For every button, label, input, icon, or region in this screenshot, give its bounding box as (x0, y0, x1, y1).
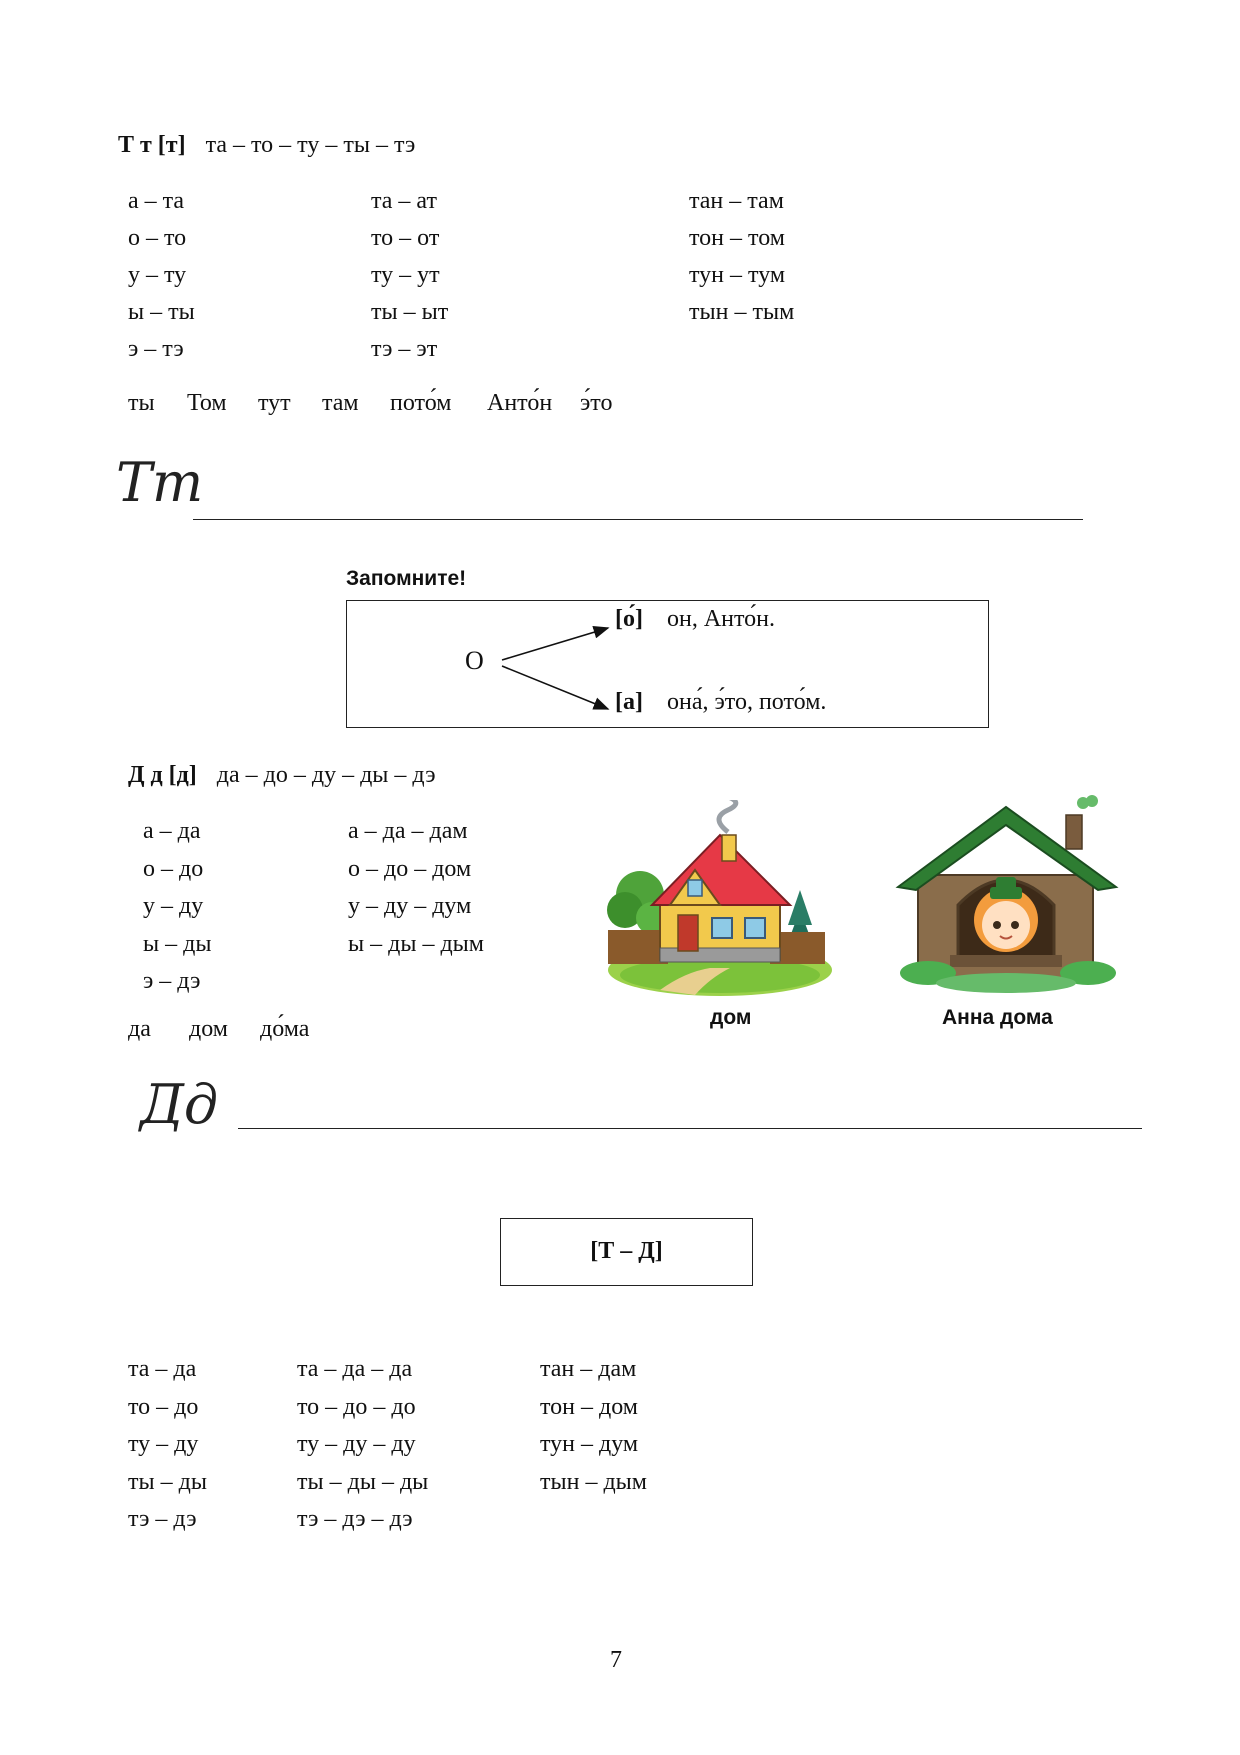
list-item: то – до – до (297, 1393, 416, 1420)
section-d-header (128, 763, 436, 787)
list-item: а – та (128, 188, 185, 214)
arrow-up (502, 628, 608, 660)
section-d-syllables: да – до – ду – ды – дэ (216, 762, 436, 788)
list-item: тан – там (689, 188, 784, 214)
list-item: то – от (371, 225, 440, 251)
word: пото́м (390, 390, 452, 416)
list-item: у – ту (128, 262, 187, 288)
word: Том (187, 390, 227, 416)
list-item: о – то (128, 225, 187, 251)
contrast-title: [Т – Д] (590, 1238, 663, 1264)
arrow-down (502, 666, 608, 709)
word: Анто́н (487, 390, 553, 416)
word: да (128, 1016, 151, 1042)
word: дом (189, 1016, 228, 1042)
section-t-col3 (689, 189, 794, 337)
stressed-examples: он, Анто́н. (666, 606, 776, 632)
list-item: ту – ду (128, 1431, 199, 1457)
list-item: а – да – дам (348, 818, 468, 844)
list-item: ты – ды (128, 1468, 207, 1495)
list-item: у – ду – дум (348, 893, 472, 919)
word: тут (258, 390, 291, 416)
section-d-letters: Д д [д] (128, 762, 197, 788)
list-item: у – ду (143, 893, 204, 919)
caption-anna: Анна дома (942, 1006, 1053, 1029)
list-item: ту – ут (371, 262, 440, 288)
section-t-letters: Т т [т] (118, 132, 186, 158)
list-item: ы – ды – дым (348, 930, 484, 957)
section-t-col1 (128, 189, 195, 374)
list-item: тэ – дэ – дэ (297, 1506, 413, 1532)
section-t-syllables: та – то – ту – ты – тэ (205, 132, 416, 158)
contrast-col1 (128, 1357, 207, 1545)
list-item: то – до (128, 1393, 199, 1420)
unstressed-examples: она́, э́то, пото́м. (666, 689, 827, 715)
list-item: тун – тум (689, 262, 786, 288)
list-item: тэ – эт (371, 336, 438, 362)
list-item: о – до – дом (348, 855, 472, 882)
list-item: ы – ды (143, 930, 212, 957)
script-sample-t: Тт (116, 451, 204, 514)
list-item: тон – дом (540, 1393, 638, 1420)
contrast-title-box (500, 1218, 753, 1286)
word: э́то (580, 390, 613, 416)
writing-line-t[interactable] (193, 519, 1083, 520)
arrow-diagram (490, 620, 620, 720)
list-item: э – дэ (143, 968, 201, 994)
contrast-col3 (540, 1357, 647, 1507)
list-item: ы – ты (128, 299, 195, 325)
list-item: тун – дум (540, 1431, 639, 1457)
section-d-col1 (143, 819, 211, 1007)
anna-illustration (888, 795, 1128, 1000)
list-item: та – ат (371, 188, 437, 214)
section-t-header (118, 133, 415, 157)
remember-unstressed-row (615, 690, 826, 714)
list-item: тэ – дэ (128, 1506, 197, 1532)
remember-stressed-row (615, 607, 775, 631)
list-item: тын – дым (540, 1468, 647, 1495)
list-item: а – да (143, 818, 201, 844)
section-t-col2 (371, 189, 448, 374)
script-sample-d: Дд (140, 1073, 219, 1136)
remember-title: Запомните! (346, 567, 467, 590)
unstressed-sound: [а] (615, 689, 643, 715)
list-item: ты – ды – ды (297, 1468, 429, 1495)
list-item: тын – тым (689, 299, 795, 325)
remember-vowel: О (465, 646, 484, 675)
list-item: та – да – да (297, 1356, 413, 1382)
list-item: та – да (128, 1356, 197, 1382)
stressed-sound: [о́] (615, 606, 643, 632)
list-item: ту – ду – ду (297, 1431, 416, 1457)
list-item: тан – дам (540, 1356, 637, 1382)
list-item: тон – том (689, 225, 785, 251)
list-item: ты – ыт (371, 299, 449, 325)
word: ты (128, 390, 155, 416)
section-t-words (0, 391, 1240, 421)
list-item: э – тэ (128, 336, 184, 362)
caption-house: дом (710, 1006, 752, 1029)
word: до́ма (260, 1016, 310, 1042)
contrast-col2 (297, 1357, 428, 1545)
page-number: 7 (610, 1647, 622, 1673)
list-item: о – до (143, 855, 204, 882)
section-d-words (0, 1017, 1240, 1047)
house-illustration (600, 800, 835, 1000)
word: там (322, 390, 359, 416)
writing-line-d[interactable] (238, 1128, 1142, 1129)
section-d-col2 (348, 819, 484, 969)
